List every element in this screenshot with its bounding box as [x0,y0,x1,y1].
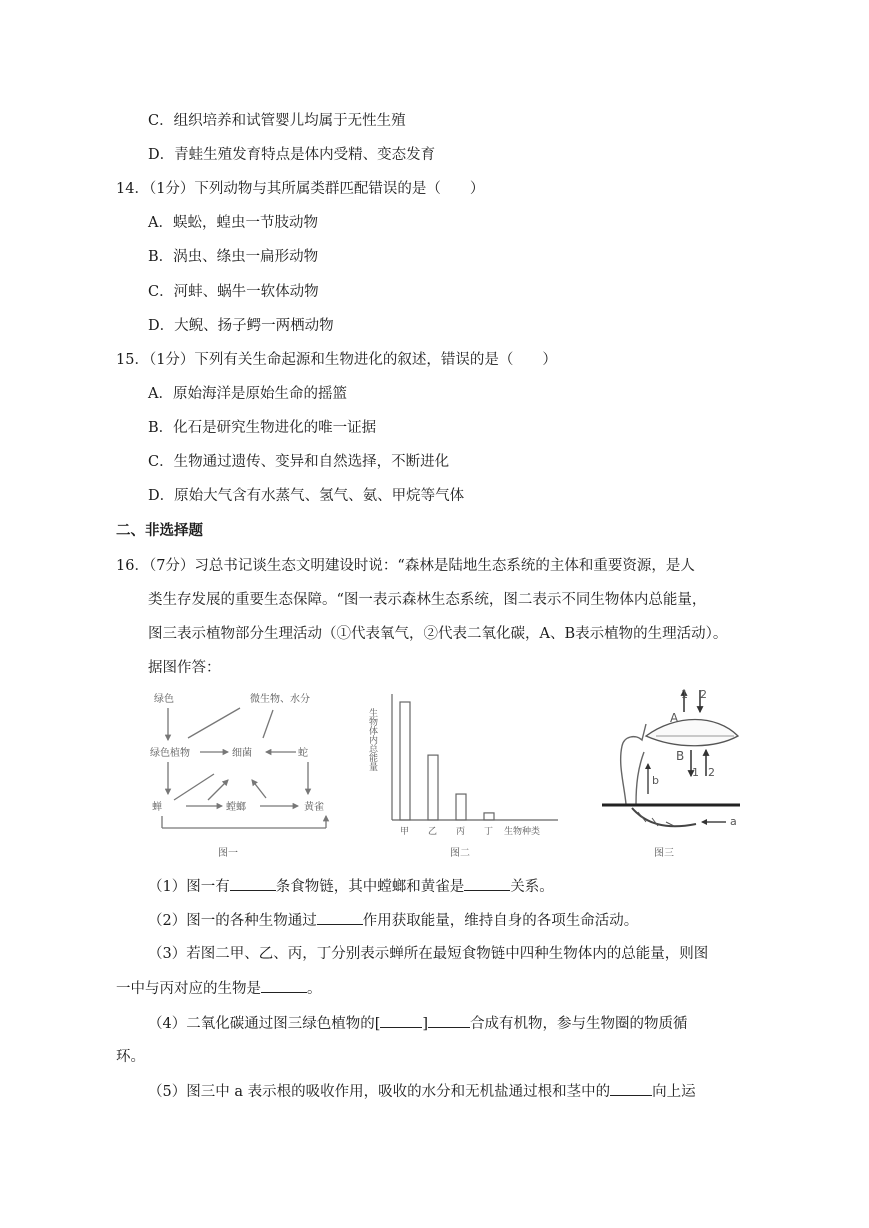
fig1-node: 蛇 [298,748,308,759]
subquestion-5 [148,1081,696,1102]
fig2-ylabel: 生物体内总能量 [367,708,377,771]
subq5-text-a: （5）图三中 a 表示根的吸收作用，吸收的水分和无机盐通过根和茎中的 [148,1084,611,1100]
subquestion-3-line-2 [116,978,322,999]
answer-blank[interactable] [428,1013,470,1028]
fig3-label: A [670,711,679,725]
fig3-label: b [652,774,659,787]
fig2-caption: 图二 [450,848,470,859]
answer-blank[interactable] [380,1013,422,1028]
option-13d: D．青蛙生殖发育特点是体内受精、变态发育 [148,147,436,163]
subquestion-1 [148,876,554,897]
subq4-text-a: （4）二氧化碳通过图三绿色植物的[ [148,1016,381,1032]
fig3-label: a [730,815,737,828]
option-13c: C．组织培养和试管婴儿均属于无性生殖 [148,113,406,129]
answer-blank[interactable] [317,910,363,925]
option-14c: C．河蚌、蜗牛一软体动物 [148,284,319,300]
fig3-label: B [676,749,685,763]
fig3-label: 1 [692,766,699,779]
fig1-node: 绿色 [154,694,174,705]
fig3-label: 2 [708,766,715,779]
question-16-line-3: 图三表示植物部分生理活动（①代表氧气，②代表二氧化碳，A、B表示植物的生理活动）。 [148,626,728,642]
fig1-node: 蝉 [152,802,162,813]
plant-stem [621,724,646,804]
fig2-bar [428,755,438,820]
option-14d: D．大鲵、扬子鳄一两栖动物 [148,318,334,334]
question-16-line-1: 16．（7分）习总书记谈生态文明建设时说：“森林是陆地生态系统的主体和重要资源，是人 [116,558,695,574]
fig2-tick-label: 丁 [484,827,494,837]
subquestion-4-line-1 [148,1013,688,1034]
option-15a: A．原始海洋是原始生命的摇篮 [148,386,347,402]
subq4-text-b: ] [422,1016,429,1032]
fig1-caption: 图一 [218,848,238,859]
fig1-node: 微生物、水分 [250,694,310,705]
subq2-text-a: （2）图一的各种生物通过 [148,913,317,929]
fig2-bar [484,813,494,820]
fig1-node: 细菌 [232,748,252,759]
fig2-xlabel: 生物种类 [504,827,541,837]
figure-3-plant-diagram [596,684,746,860]
fig3-caption: 图三 [654,848,674,859]
subq1-text-c: 关系。 [510,879,554,895]
option-15d: D．原始大气含有水蒸气、氢气、氨、甲烷等气体 [148,488,465,504]
fig3-label: 1 [681,688,688,701]
fig2-bar [456,794,466,820]
fig3-label: 2 [700,688,707,701]
fig2-tick-label: 乙 [428,827,438,837]
question-16-line-4: 据图作答： [148,660,221,676]
fig2-tick-label: 甲 [400,827,410,837]
section-heading: 二、非选择题 [116,522,203,539]
answer-blank[interactable] [464,876,510,891]
subq1-text-b: 条食物链，其中螳螂和黄雀是 [275,879,465,895]
answer-blank[interactable] [261,978,307,993]
option-15b: B．化石是研究生物进化的唯一证据 [148,420,377,436]
subq1-text-a: （1）图一有 [148,879,230,895]
subquestion-4-line-2: 环。 [116,1049,145,1065]
figure-1-food-web [148,688,338,860]
question-16-line-2: 类生存发展的重要生态保障。“图一表示森林生态系统，图二表示不同生物体内总能量， [148,592,707,608]
option-14b: B．涡虫、绦虫一扁形动物 [148,249,319,265]
option-15c: C．生物通过遗传、变异和自然选择，不断进化 [148,454,450,470]
figure-2-energy-chart [366,688,576,860]
fig2-tick-label: 丙 [456,827,466,837]
subquestion-2 [148,910,638,931]
subq3-text-c: 。 [307,981,322,997]
answer-blank[interactable] [230,876,276,891]
fig1-node: 绿色植物 [150,748,190,759]
option-14a: A．蜈蚣，蝗虫一节肢动物 [148,215,318,231]
question-14: 14．（1分）下列动物与其所属类群匹配错误的是（ ） [116,181,485,197]
root-hairs [638,812,674,826]
question-15: 15．（1分）下列有关生命起源和生物进化的叙述，错误的是（ ） [116,352,557,368]
leaf [646,720,738,746]
subq4-text-c: 合成有机物，参与生物圈的物质循 [470,1016,688,1032]
subq3-text-b: 一中与丙对应的生物是 [116,981,261,997]
plant-stem-edge [636,752,644,804]
fig2-bar [400,702,410,820]
fig1-node: 螳螂 [226,802,246,813]
subquestion-3-line-1: （3）若图二甲、乙、丙，丁分别表示蝉所在最短食物链中四种生物体内的总能量，则图 [148,946,709,962]
fig1-node: 黄雀 [304,802,324,813]
answer-blank[interactable] [610,1081,652,1096]
subq5-text-b: 向上运 [652,1084,696,1100]
subq2-text-b: 作用获取能量，维持自身的各项生命活动。 [362,913,639,929]
